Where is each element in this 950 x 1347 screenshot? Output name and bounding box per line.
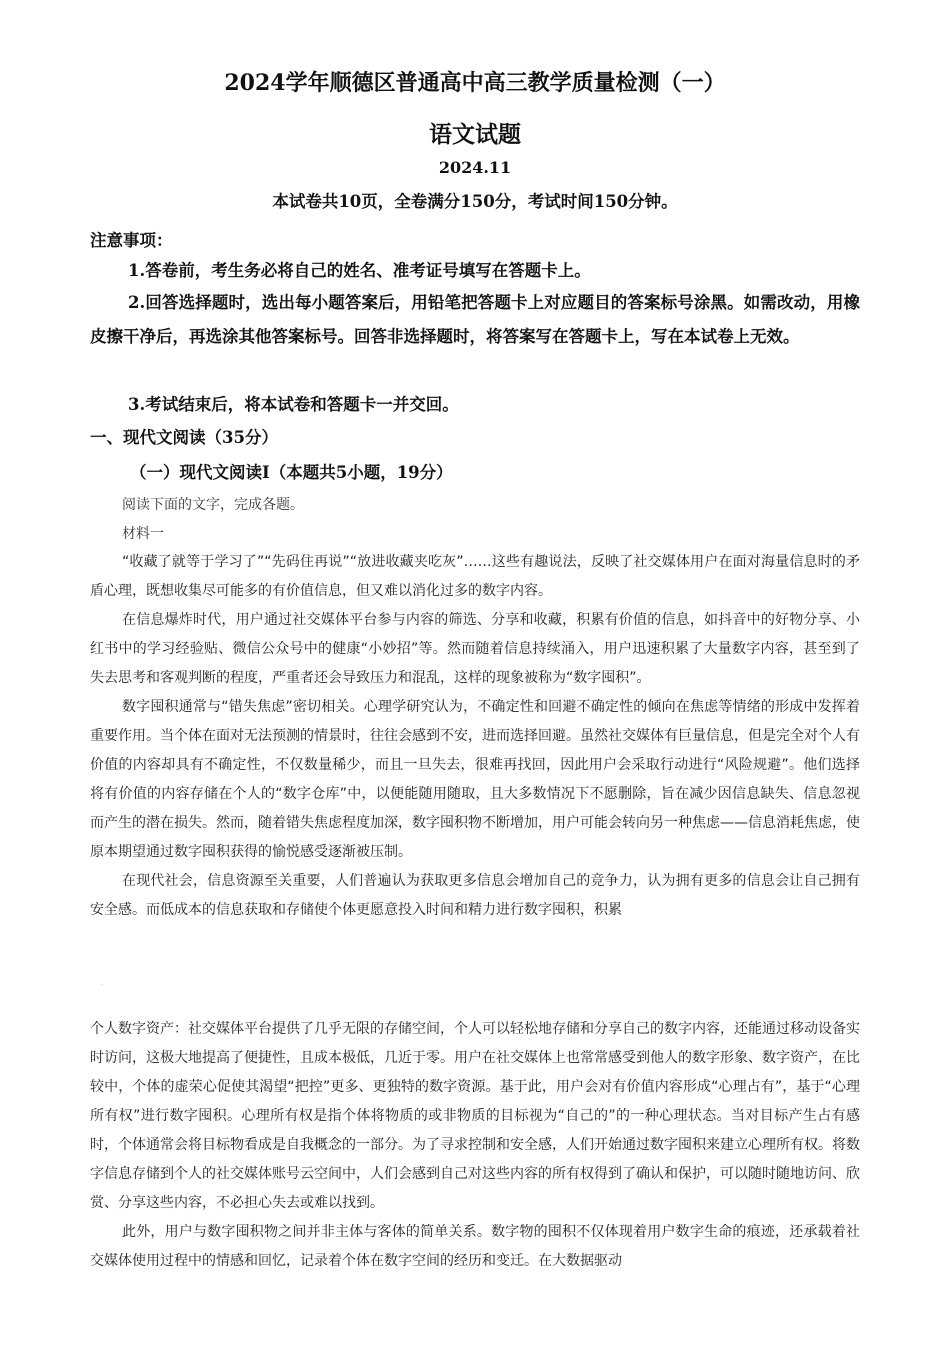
exam-info: 本试卷共10页，全卷满分150分，考试时间150分钟。: [272, 192, 678, 211]
notice-rule-3: 3.考试结束后，将本试卷和答题卡一并交回。: [128, 395, 459, 414]
reading-instruction: 阅读下面的文字，完成各题。: [122, 497, 304, 513]
notice-rule-2: 2.回答选择题时，选出每小题答案后，用铅笔把答题卡上对应题目的答案标号涂黑。如需改动，用橡皮擦干净后，再选涂其他答案标号。回答非选择题时，将答案写在答题卡上，写在本试卷上无效。: [90, 293, 860, 346]
passage-paragraph: 在现代社会，信息资源至关重要，人们普遍认为获取更多信息会增加自己的竞争力，认为拥有更多的信息会让自己拥有安全感。而低成本的信息获取和存储使个体更愿意投入时间和精力进行数字囤积，积累: [90, 873, 860, 918]
passage-paragraph: 在信息爆炸时代，用户通过社交媒体平台参与内容的筛选、分享和收藏，积累有价值的信息，如抖音中的好物分享、小红书中的学习经验贴、微信公众号中的健康“小妙招”等。然而随着信息持续涌入，用户迅速积累了大量数字内容，甚至到了失去思考和客观判断的程度，严重者还会导致压力和混乱，这样的现象被称为“数字囤积”。: [90, 612, 860, 686]
section-subheading: （一）现代文阅读Ⅰ（本题共5小题，19分）: [130, 463, 453, 482]
exam-date: 2024.11: [438, 158, 512, 177]
passage-paragraph: “收藏了就等于学习了”“先码住再说”“放进收藏夹吃灰”……这些有趣说法，反映了社交媒体用户在面对海量信息时的矛盾心理，既想收集尽可能多的有价值信息，但又难以消化过多的数字内容。: [90, 554, 860, 599]
scan-mark: ·: [101, 982, 103, 989]
passage-top: [90, 548, 860, 978]
notice-label: 注意事项：: [90, 231, 173, 250]
subject-title: 语文试题: [429, 121, 521, 148]
passage-paragraph: 个人数字资产：社交媒体平台提供了几乎无限的存储空间，个人可以轻松地存储和分享自己的数字内容，还能通过移动设备实时访问，这极大地提高了便捷性，且成本极低，几近于零。用户在社交媒体上也常常感受到他人的数字形象、数字资产，在比较中，个体的虚荣心促使其渴望“把控”更多、更独特的数字资源。基于此，用户会对有价值内容形成“心理占有”，基于“心理所有权”进行数字囤积。心理所有权是指个体将物质的或非物质的目标视为“自己的”的一种心理状态。当对目标产生占有感时，个体通常会将目标物看成是自我概念的一部分。为了寻求控制和安全感，人们开始通过数字囤积来建立心理所有权。将数字信息存储到个人的社交媒体账号云空间中，人们会感到自己对这些内容的所有权得到了确认和保护，可以随时随地访问、欣赏、分享这些内容，不必担心失去或难以找到。: [90, 1021, 860, 1211]
exam-title: 2024学年顺德区普通高中高三教学质量检测（一）: [224, 70, 726, 96]
passage-paragraph: 数字囤积通常与“错失焦虑”密切相关。心理学研究认为，不确定性和回避不确定性的倾向在焦虑等情绪的形成中发挥着重要作用。当个体在面对无法预测的情景时，往往会感到不安，进而选择回避。虽然社交媒体有巨量信息，但是完全对个人有价值的内容却具有不确定性，不仅数量稀少，而且一旦失去，很难再找回，因此用户会采取行动进行“风险规避”。他们选择将有价值的内容存储在个人的“数字仓库”中，以便能随用随取，且大多数情况下不愿删除，旨在减少因信息缺失、信息忽视而产生的潜在损失。然而，随着错失焦虑程度加深，数字囤积物不断增加，用户可能会转向另一种焦虑——信息消耗焦虑，使原本期望通过数字囤积获得的愉悦感受逐渐被压制。: [90, 699, 860, 860]
passage-paragraph: 此外，用户与数字囤积物之间并非主体与客体的简单关系。数字物的囤积不仅体现着用户数字生命的痕迹，还承载着社交媒体使用过程中的情感和回忆，记录着个体在数字空间的经历和变迁。在大数据驱动: [90, 1224, 860, 1269]
passage-bottom: [90, 1015, 860, 1276]
material-label: 材料一: [122, 526, 164, 542]
section-heading: 一、现代文阅读（35分）: [90, 428, 278, 447]
notice-rule-1: 1.答卷前，考生务必将自己的姓名、准考证号填写在答题卡上。: [128, 261, 591, 280]
